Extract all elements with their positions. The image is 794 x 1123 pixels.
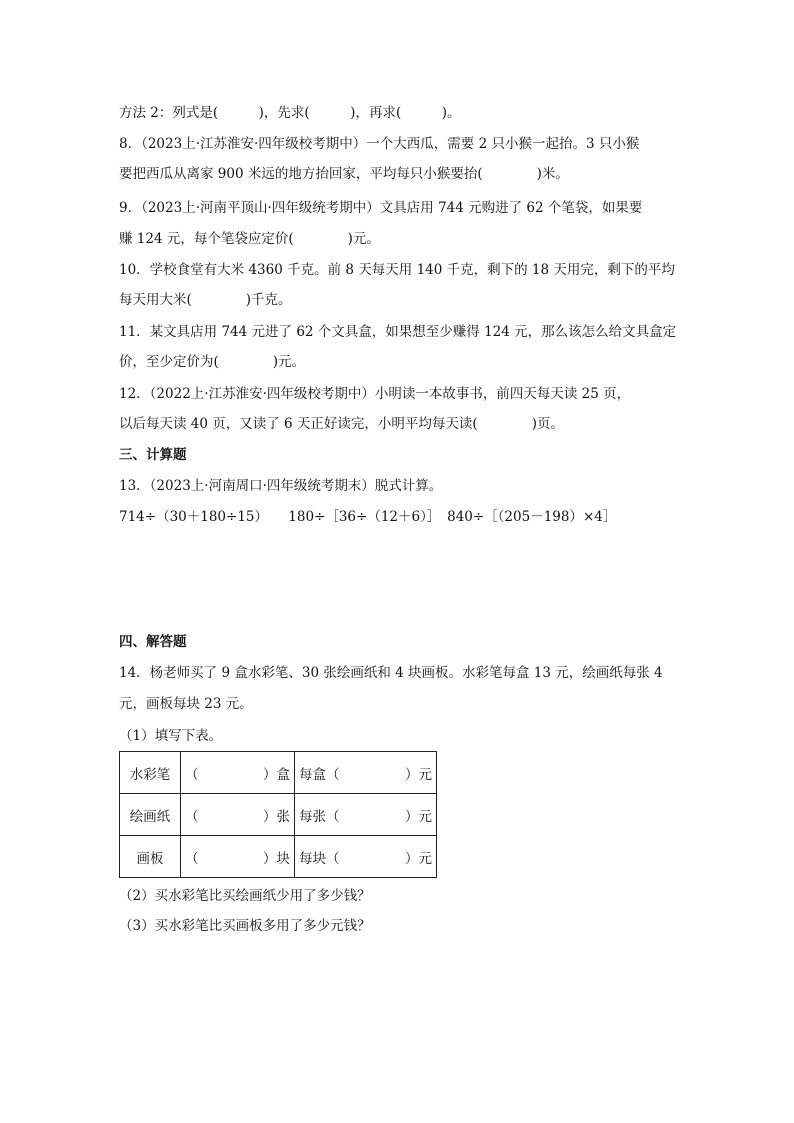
question-14-line-1: 14．杨老师买了 9 盒水彩笔、30 张绘画纸和 4 块画板。水彩笔每盒 13 元，绘画纸每张 4	[119, 665, 663, 681]
question-8-line-1: 8．（2023上·江苏淮安·四年级校考期中）一个大西瓜，需要 2 只小猴一起抬。3 只小猴	[119, 136, 640, 152]
price-label: 每块（	[299, 850, 340, 867]
question-14-part-3: （3）买水彩笔比买画板多用了多少元钱？	[119, 918, 371, 934]
question-11-line-2: 价，至少定价为( )元。	[119, 354, 306, 370]
quantity-unit: ）张	[263, 808, 290, 825]
question-11-line-1: 11．某文具店用 744 元进了 62 个文具盒，如果想至少赚得 124 元，那么该怎么给文具盒定	[119, 324, 677, 340]
price-cell[interactable]	[295, 752, 437, 794]
fill-in-table	[119, 751, 437, 878]
section-4-heading: 四、解答题	[119, 634, 187, 650]
price-label: 每张（	[299, 808, 340, 825]
quantity-open: （	[185, 850, 199, 867]
question-10-line-1: 10．学校食堂有大米 4360 千克。前 8 天每天用 140 千克，剩下的 18 天用完，剩下的平均	[119, 262, 675, 278]
question-12-line-1: 12．（2022上·江苏淮安·四年级校考期中）小明读一本故事书，前四天每天读 25 页，	[119, 386, 631, 402]
quantity-cell[interactable]	[181, 836, 295, 878]
question-8-line-2: 要把西瓜从离家 900 米远的地方抬回家，平均每只小猴要抬( )米。	[119, 166, 569, 182]
price-unit: ）元	[405, 766, 432, 783]
question-14-part-1: （1）填写下表。	[119, 728, 223, 744]
table-row	[120, 794, 437, 836]
quantity-unit: ）盒	[263, 766, 290, 783]
method-2-line: 方法 2：列式是( )，先求( )，再求( )。	[119, 105, 461, 121]
table-row	[120, 836, 437, 878]
section-3-heading: 三、计算题	[119, 447, 187, 463]
price-label: 每盒（	[299, 766, 340, 783]
question-10-line-2: 每天用大米( )千克。	[119, 292, 292, 308]
quantity-cell[interactable]	[181, 752, 295, 794]
price-cell[interactable]	[295, 836, 437, 878]
item-cell: 绘画纸	[120, 794, 181, 836]
question-13-expressions: 714÷（30＋180÷15） 180÷［36÷（12＋6）］ 840÷［（205－198）×4］	[119, 509, 617, 525]
quantity-cell[interactable]	[181, 794, 295, 836]
price-unit: ）元	[405, 850, 432, 867]
question-14-part-2: （2）买水彩笔比买绘画纸少用了多少钱？	[119, 888, 371, 904]
table-row	[120, 752, 437, 794]
quantity-unit: ）块	[263, 850, 290, 867]
question-12-line-2: 以后每天读 40 页，又读了 6 天正好读完，小明平均每天读( )页。	[119, 416, 564, 432]
quantity-open: （	[185, 766, 199, 783]
quantity-open: （	[185, 808, 199, 825]
item-cell: 水彩笔	[120, 752, 181, 794]
question-9-line-2: 赚 124 元，每个笔袋应定价( )元。	[119, 231, 380, 247]
item-cell: 画板	[120, 836, 181, 878]
question-13-line: 13．（2023上·河南周口·四年级统考期末）脱式计算。	[119, 478, 443, 494]
price-unit: ）元	[405, 808, 432, 825]
price-cell[interactable]	[295, 794, 437, 836]
question-14-line-2: 元，画板每块 23 元。	[119, 696, 253, 712]
question-9-line-1: 9．（2023上·河南平顶山·四年级统考期中）文具店用 744 元购进了 62 个笔袋，如果要	[119, 200, 643, 216]
